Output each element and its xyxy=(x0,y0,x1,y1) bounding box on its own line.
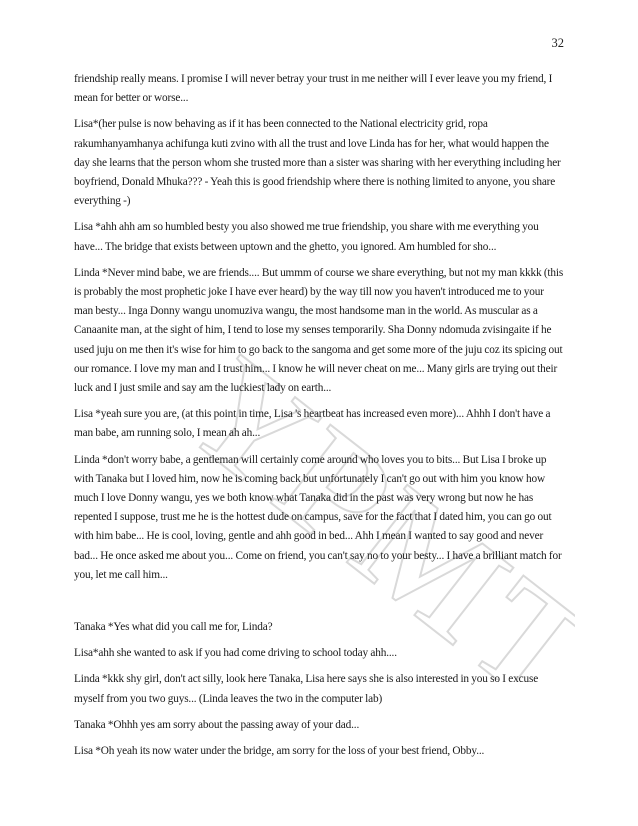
paragraph: Lisa *Oh yeah its now water under the bridge, am sorry for the loss of your best friend, Obby... xyxy=(74,745,485,758)
paragraph: Linda *kkk shy girl, don't act silly, look here Tanaka, Lisa here says she is also interested in you so I excuse myself from you two guys... (Linda leaves the two in the computer lab) xyxy=(74,673,539,705)
paragraph: Lisa *ahh ahh am so humbled besty you also showed me true friendship, you share with me everything you have... The bridge that exists between uptown and the ghetto, you ignored. Am humbled for sho... xyxy=(74,221,539,253)
paragraph: friendship really means. I promise I will never betray your trust in me neither will I ever leave you my friend, I mean for better or worse... xyxy=(74,73,553,105)
page-number: 32 xyxy=(551,36,564,50)
document-body xyxy=(74,70,564,768)
paragraph: Tanaka *Ohhh yes am sorry about the passing away of your dad... xyxy=(74,718,360,731)
paragraph: Tanaka *Yes what did you call me for, Linda? xyxy=(74,621,273,634)
paragraph: Linda *Never mind babe, we are friends.... But ummm of course we share everything, but not my man kkkk (this is probably the most prophetic joke I have ever heard) by the way till now you haven't introduced me to your man besty... Inga Donny wangu unomuziva wangu, the most handsome man in the world. As muscular as a Canaanite man, at the sight of him, I tend to lose my senses temporarily. Sha Donny ndomuda zvisingaite if he used juju on me then it's wise for him to go back to the sangoma and get some more of the juju coz its spicing out our romance. I love my man and I trust him... I know he will never cheat on me... Many girls are trying out their luck and I just smile and say am the luckiest lady on earth... xyxy=(74,266,564,395)
paragraph: Linda *don't worry babe, a gentleman will certainly come around who loves you to bits... But Lisa I broke up with Tanaka but I loved him, now he is coming back but unfortunately I can't go out with him you know how much I love Donny wangu, yes we both know what Tanaka did in the past was very wrong but now he has repented I suppose, trust me he is the hottest dude on campus, save for the fact that I dated him, you can go out with him babe... He is cool, loving, gentle and ahh good in bed... Ahh I mean I wanted to say good and never bad... He once asked me about you... Come on friend, you can't say no to your besty... I have a brilliant match for you, let me call him... xyxy=(74,453,562,581)
watermark-text: YPMT xyxy=(175,325,575,680)
paragraph: Lisa*ahh she wanted to ask if you had come driving to school today ahh.... xyxy=(74,647,397,660)
section-gap xyxy=(74,592,564,618)
paragraph: Lisa *yeah sure you are, (at this point in time, Lisa 's heartbeat has increased even more)... Ahhh I don't have a man babe, am running solo, I mean ah ah... xyxy=(74,408,551,440)
paragraph: Lisa*(her pulse is now behaving as if it has been connected to the National electricity grid, ropa rakumhanyamhanya achifunga kuti zvino with all the trust and love Linda has for her, what would happen the day she learns that the person whom she trusted more than a sister was sharing with her everything including her boyfriend, Donald Mhuka??? - Yeah this is good friendship where there is nothing limited to anyone, you share everything -) xyxy=(74,118,561,208)
